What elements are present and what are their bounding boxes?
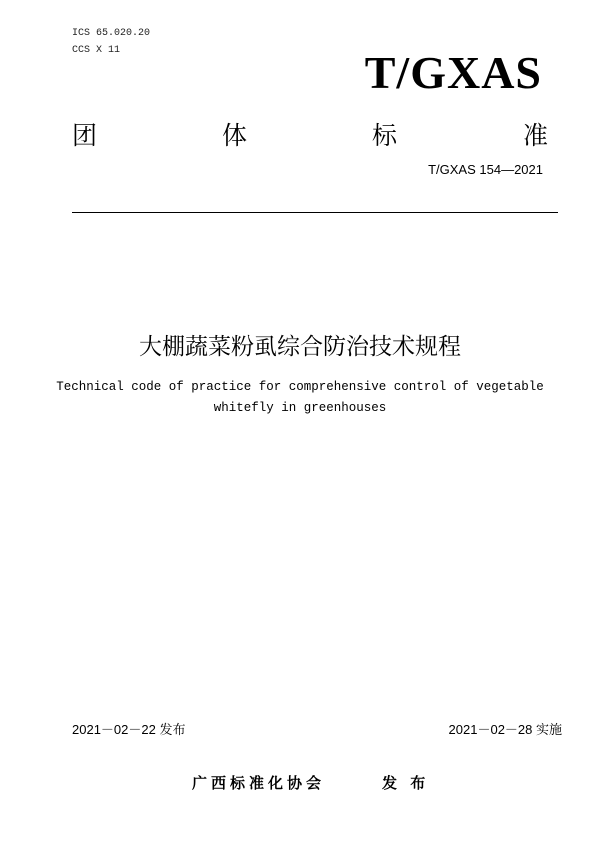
ccs-code: CCS X 11 xyxy=(72,45,121,56)
publisher-action: 发 布 xyxy=(382,774,430,792)
publish-date: 2021－02－22 发布 xyxy=(72,722,186,737)
divider xyxy=(72,212,558,213)
title-english-line: whitefly in greenhouses xyxy=(213,401,387,415)
title-english-line: Technical code of practice for comprehensive control of vegetable xyxy=(56,380,544,394)
standard-brand: T/GXAS xyxy=(364,47,542,98)
ics-code: ICS 65.020.20 xyxy=(72,28,151,39)
implement-date: 2021－02－28 实施 xyxy=(448,722,562,737)
title-chinese: 大棚蔬菜粉虱综合防治技术规程 xyxy=(139,334,461,360)
category-char: 团 xyxy=(72,121,98,150)
standard-number: T/GXAS 154—2021 xyxy=(428,162,543,177)
publisher-name: 广西标准化协会 xyxy=(192,774,326,792)
category-char: 体 xyxy=(222,121,248,150)
category-char: 标 xyxy=(372,121,398,150)
category-char: 准 xyxy=(523,121,549,150)
